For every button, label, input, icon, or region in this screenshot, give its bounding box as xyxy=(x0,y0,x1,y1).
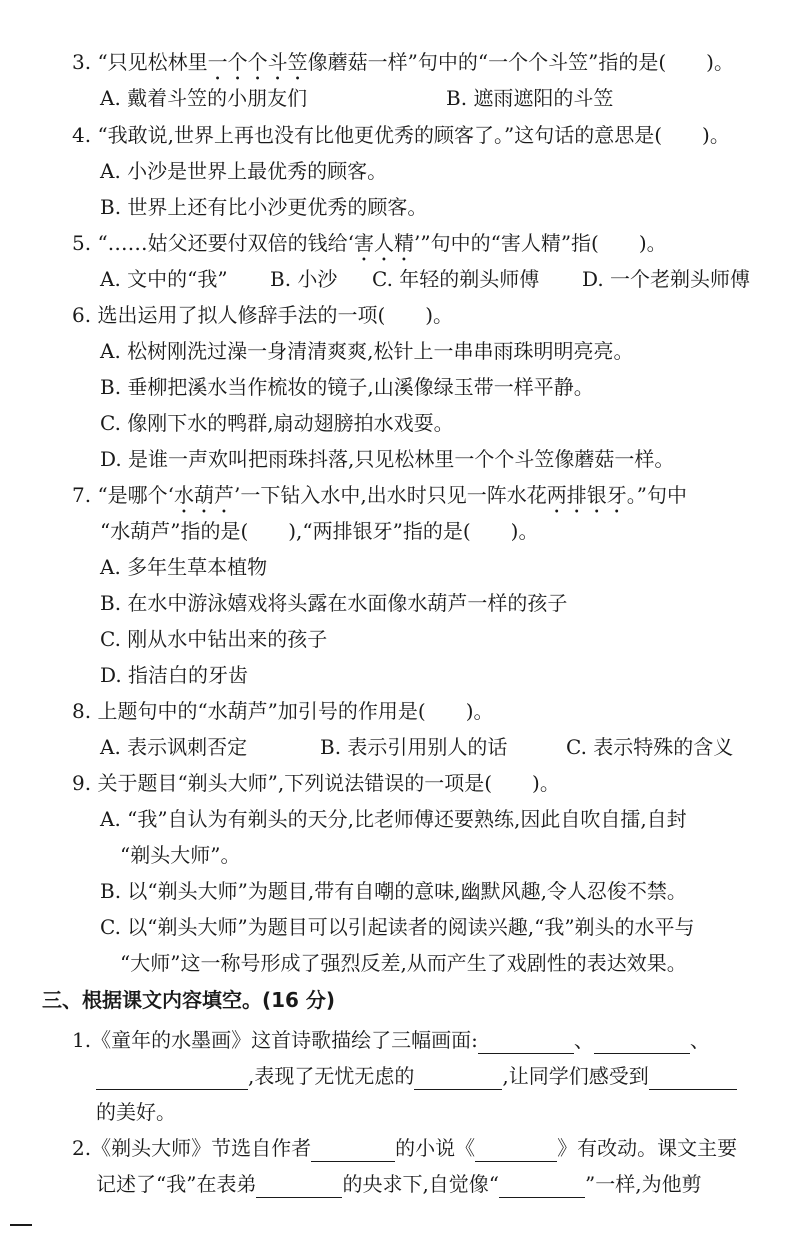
q7-emphasized-term: 两排银牙 xyxy=(546,483,627,507)
q8-option-c: C. 表示特殊的含义 xyxy=(566,735,734,759)
fill2-text: 2.《剃头大师》节选自作者 xyxy=(72,1136,312,1160)
q7-option-b: B. 在水中游泳嬉戏将头露在水面像水葫芦一样的孩子 xyxy=(100,591,568,615)
q6-option-c: C. 像刚下水的鸭群,扇动翅膀拍水戏耍。 xyxy=(100,411,454,435)
q3-stem-part: 3. “只见松林里 xyxy=(72,50,208,74)
question-8-stem: 8. 上题句中的“水葫芦”加引号的作用是( )。 xyxy=(72,699,494,723)
q6-option-a: A. 松树刚洗过澡一身清清爽爽,松针上一串串雨珠明明亮亮。 xyxy=(100,339,634,363)
fill1-text: 、 xyxy=(689,1028,710,1052)
question-6-stem: 6. 选出运用了拟人修辞手法的一项( )。 xyxy=(72,303,454,327)
fill1-text: 1.《童年的水墨画》这首诗歌描绘了三幅画面: xyxy=(72,1028,478,1052)
fill1-text: ,表现了无忧无虑的 xyxy=(248,1064,415,1088)
q3-emphasized-term: 一个个斗笠 xyxy=(207,50,308,74)
fill1-text: 、 xyxy=(573,1028,594,1052)
q9-option-c: C. 以“剃头大师”为题目可以引起读者的阅读兴趣,“我”剃头的水平与 xyxy=(100,915,695,939)
q5-stem-part: 5. “……姑父还要付双倍的钱给‘ xyxy=(72,231,355,255)
q4-option-b: B. 世界上还有比小沙更优秀的顾客。 xyxy=(100,195,428,219)
q5-option-c: C. 年轻的剃头师傅 xyxy=(372,267,540,291)
fill2-text: 的央求下,自觉像“ xyxy=(342,1172,500,1196)
q3-stem-part: 像蘑菇一样”句中的“一个个斗笠”指的是( )。 xyxy=(307,50,734,74)
q7-option-c: C. 刚从水中钻出来的孩子 xyxy=(100,627,328,651)
q3-option-b: B. 遮雨遮阳的斗笠 xyxy=(446,86,614,110)
q7-emphasized-term: 水葫芦 xyxy=(174,483,235,507)
q7-stem-part: 7. “是哪个‘ xyxy=(72,483,175,507)
fill1-text: ,让同学们感受到 xyxy=(502,1064,649,1088)
question-5-stem xyxy=(72,229,667,266)
q7-stem-part: 。”句中 xyxy=(626,483,687,507)
question-3-stem xyxy=(72,48,734,85)
fill2-text: 》有改动。课文主要 xyxy=(557,1136,738,1160)
q7-option-a: A. 多年生草本植物 xyxy=(100,555,268,579)
q9-option-a-continued: “剃头大师”。 xyxy=(120,843,241,867)
q7-stem-line2: “水葫芦”指的是( ),“两排银牙”指的是( )。 xyxy=(100,519,539,543)
fill-question-1 xyxy=(72,1026,710,1054)
fill-question-2-line2 xyxy=(96,1170,702,1198)
q8-option-b: B. 表示引用别人的话 xyxy=(320,735,508,759)
q8-option-a: A. 表示讽刺否定 xyxy=(100,735,248,759)
answer-blank[interactable] xyxy=(594,1031,690,1054)
q6-option-b: B. 垂柳把溪水当作梳妆的镜子,山溪像绿玉带一样平静。 xyxy=(100,375,594,399)
q5-option-a: A. 文中的“我” xyxy=(100,267,228,291)
q5-stem-part: ’”句中的“害人精”指( )。 xyxy=(414,231,667,255)
question-7-stem xyxy=(72,481,687,518)
section-3-heading: 三、根据课文内容填空。(16 分) xyxy=(42,988,336,1012)
fill-question-2 xyxy=(72,1134,737,1162)
q6-option-d: D. 是谁一声欢叫把雨珠抖落,只见松林里一个个斗笠像蘑菇一样。 xyxy=(100,447,675,471)
answer-blank[interactable] xyxy=(311,1139,395,1162)
q5-emphasized-term: 害人精 xyxy=(354,231,415,255)
answer-blank[interactable] xyxy=(649,1067,737,1090)
fill2-text: 的小说《 xyxy=(395,1136,476,1160)
q5-option-d: D. 一个老剃头师傅 xyxy=(582,267,751,291)
answer-blank[interactable] xyxy=(256,1175,342,1198)
q5-option-b: B. 小沙 xyxy=(270,267,338,291)
page-edge-mark xyxy=(10,1224,32,1226)
q3-option-a: A. 戴着斗笠的小朋友们 xyxy=(100,86,308,110)
q4-option-a: A. 小沙是世界上最优秀的顾客。 xyxy=(100,159,388,183)
q7-option-d: D. 指洁白的牙齿 xyxy=(100,663,249,687)
fill2-text: ”一样,为他剪 xyxy=(585,1172,702,1196)
answer-blank[interactable] xyxy=(96,1067,248,1090)
fill2-text: 记述了“我”在表弟 xyxy=(96,1172,257,1196)
q9-option-b: B. 以“剃头大师”为题目,带有自嘲的意味,幽默风趣,令人忍俊不禁。 xyxy=(100,879,687,903)
answer-blank[interactable] xyxy=(499,1175,585,1198)
question-4-stem: 4. “我敢说,世界上再也没有比他更优秀的顾客了。”这句话的意思是( )。 xyxy=(72,123,730,147)
q9-option-a: A. “我”自认为有剃头的天分,比老师傅还要熟练,因此自吹自擂,自封 xyxy=(100,807,687,831)
fill-question-1-line3: 的美好。 xyxy=(96,1100,176,1124)
fill-question-1-line2 xyxy=(96,1062,737,1090)
answer-blank[interactable] xyxy=(475,1139,557,1162)
q9-option-c-continued: “大师”这一称号形成了强烈反差,从而产生了戏剧性的表达效果。 xyxy=(120,951,687,975)
q7-stem-part: ’一下钻入水中,出水时只见一阵水花 xyxy=(234,483,547,507)
question-9-stem: 9. 关于题目“剃头大师”,下列说法错误的一项是( )。 xyxy=(72,771,560,795)
answer-blank[interactable] xyxy=(478,1031,574,1054)
answer-blank[interactable] xyxy=(414,1067,502,1090)
